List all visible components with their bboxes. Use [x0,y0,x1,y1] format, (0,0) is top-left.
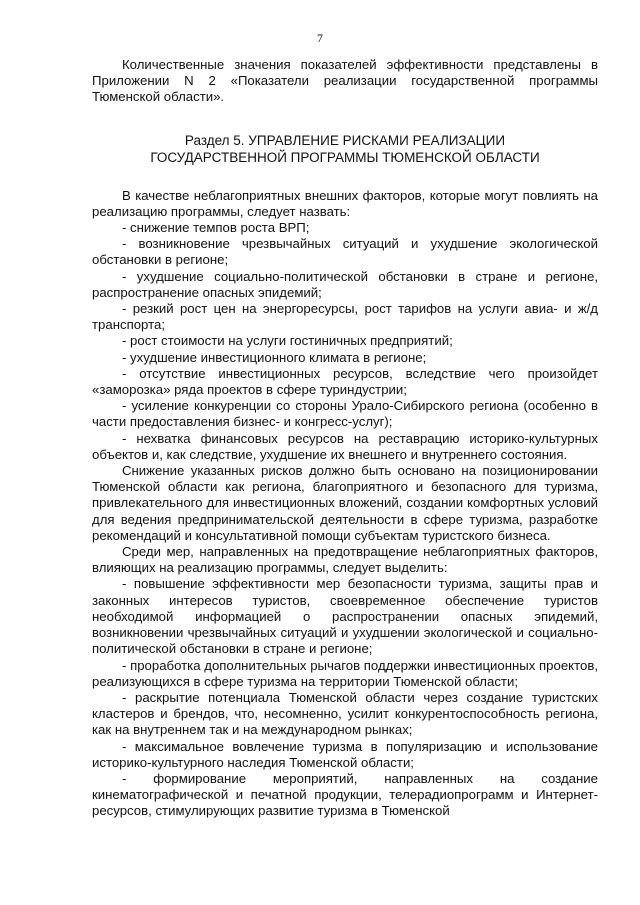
factor-item: - резкий рост цен на энергоресурсы, рост тарифов на услуги авиа- и ж/д транспорта; [92,301,598,333]
page-content [92,57,598,820]
intro-paragraph: Количественные значения показателей эффективности представлены в Приложении N 2 «Показатели реализации государственной программы Тюменской области». [92,57,598,105]
factor-item: - ухудшение инвестиционного климата в регионе; [122,349,427,365]
risk-reduction-paragraph: Снижение указанных рисков должно быть основано на позиционировании Тюменской области как региона, благоприятного и безопасного для туризма, привлекательного для инвестиционных вложений, создании комфортных условий для ведения предпринимательской деятельности в сфере туризма, разработке рекомендаций и консультативной помощи субъектам туристского бизнеса. [92,463,598,543]
factor-item: - усиление конкуренции со стороны Урало-Сибирского региона (особенно в части предоставления бизнес- и конгресс-услуг); [92,398,598,430]
section-heading-line-2: ГОСУДАРСТВЕННОЙ ПРОГРАММЫ ТЮМЕНСКОЙ ОБЛАСТИ [150,149,540,165]
section-heading-line-1: Раздел 5. УПРАВЛЕНИЕ РИСКАМИ РЕАЛИЗАЦИИ [184,132,506,148]
measures-intro: Среди мер, направленных на предотвращение неблагоприятных факторов, влияющих на реализацию программы, следует выделить: [92,544,598,576]
measure-item: - проработка дополнительных рычагов поддержки инвестиционных проектов, реализующихся в сфере туризма на территории Тюменской области; [92,657,598,689]
measure-item: - максимальное вовлечение туризма в популяризацию и использование историко-культурного наследия Тюменской области; [92,738,598,770]
factor-item: - возникновение чрезвычайных ситуаций и ухудшение экологической обстановки в регионе; [92,236,598,268]
measure-item: - повышение эффективности мер безопасности туризма, защиты прав и законных интересов туристов, своевременное обеспечение туристов необходимой информацией о распространении опасных эпидемий, возникновении чрезвычайных ситуаций и ухудшении экологической и социально-политической обстановки в стране и регионе; [92,576,598,657]
factor-item: - рост стоимости на услуги гостиничных предприятий; [122,333,453,349]
factor-item: - ухудшение социально-политической обстановки в стране и регионе, распространение опасных эпидемий; [92,268,598,300]
factors-intro: В качестве неблагоприятных внешних факторов, которые могут повлиять на реализацию программы, следует назвать: [92,187,598,219]
measure-item: - раскрытие потенциала Тюменской области через создание туристских кластеров и брендов, что, несомненно, усилит конкурентоспособность региона, как на внутреннем так и на международном рынках; [92,689,598,738]
measure-item: - формирование мероприятий, направленных на создание кинематографической и печатной продукции, телерадиопрограмм и Интернет-ресурсов, стимулирующих развитие туризма в Тюменской [92,770,598,819]
factor-item: - снижение темпов роста ВРП; [122,220,310,236]
factor-item: - отсутствие инвестиционных ресурсов, вследствие чего произойдет «заморозка» ряда проектов в сфере туриндустрии; [92,365,598,398]
factor-item: - нехватка финансовых ресурсов на реставрацию историко-культурных объектов и, как следствие, ухудшение их внешнего и внутреннего состояния. [92,430,598,462]
page-number: 7 [317,31,323,45]
section-heading [92,132,598,166]
